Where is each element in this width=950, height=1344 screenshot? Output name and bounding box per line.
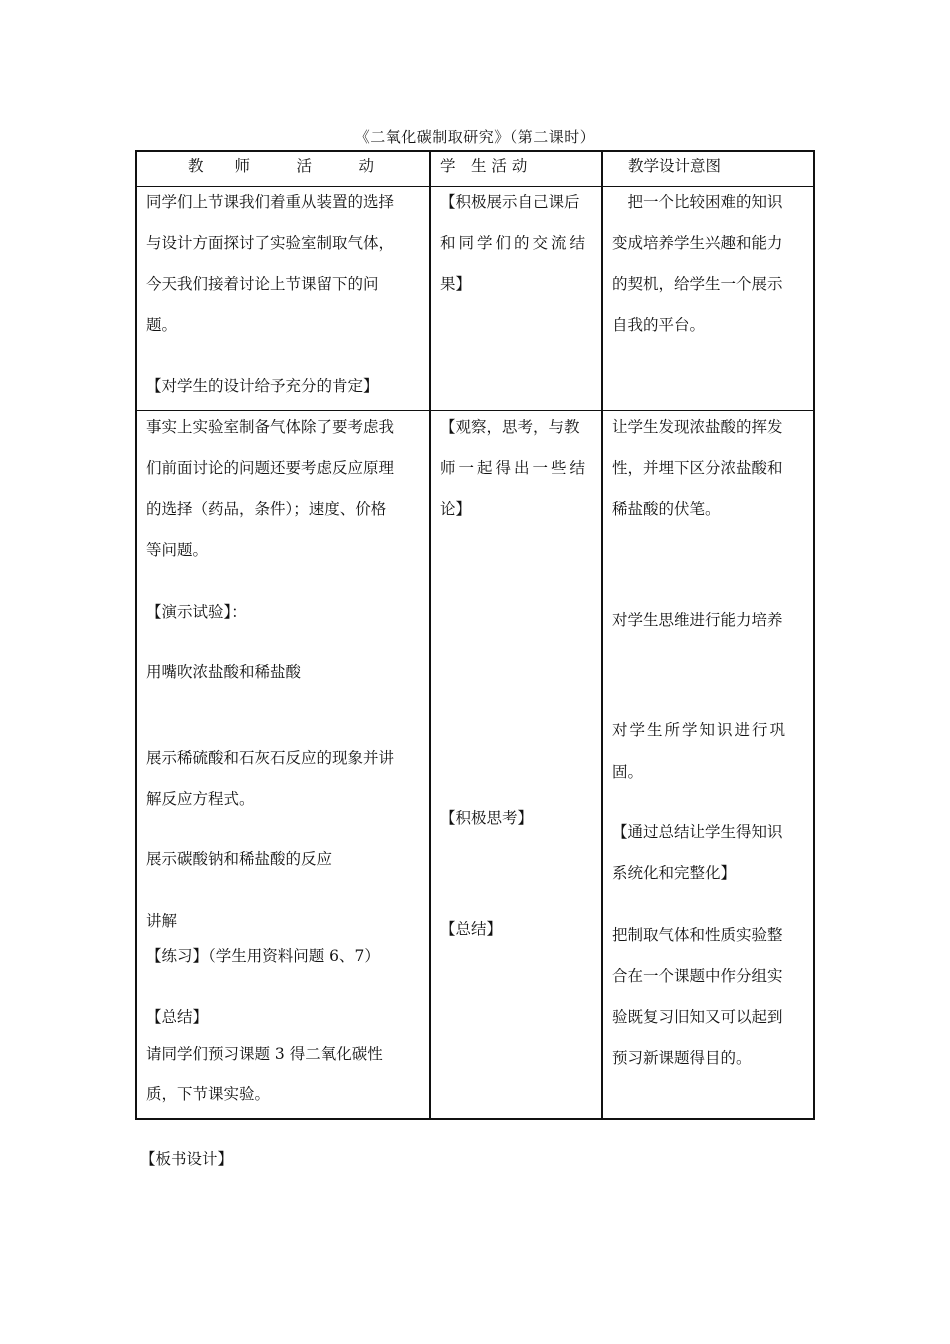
row1-student-line: 果】 xyxy=(440,275,472,293)
row2-teacher-line: 讲解 xyxy=(146,912,178,930)
table-border-right xyxy=(813,150,815,1120)
row2-teacher-line: 【练习】（学生用资料问题 6、7） xyxy=(146,947,380,965)
table-border-left xyxy=(135,150,137,1120)
row1-teacher-line: 【对学生的设计给予充分的肯定】 xyxy=(146,377,379,395)
table-column-divider-1 xyxy=(429,150,431,1120)
row2-intent-line: 把制取气体和性质实验整 xyxy=(612,926,783,944)
row2-student-line: 【积极思考】 xyxy=(440,809,534,827)
header-student-activity: 学 生 活 动 xyxy=(440,157,528,175)
row1-intent-line: 变成培养学生兴趣和能力 xyxy=(612,234,783,252)
row2-intent-line: 合在一个课题中作分组实 xyxy=(612,967,783,985)
row2-intent-line: 对学生所学知识进行巩 xyxy=(612,721,788,739)
row2-student-line: 师一起得出一些结 xyxy=(440,459,589,477)
row2-intent-line: 预习新课题得目的。 xyxy=(612,1049,752,1067)
row2-teacher-line: 【总结】 xyxy=(146,1008,209,1026)
table-header-divider xyxy=(135,186,815,187)
table-border-top xyxy=(135,150,815,152)
row2-teacher-line: 【演示试验】： xyxy=(146,603,247,621)
row2-teacher-line: 展示稀硫酸和石灰石反应的现象并讲 xyxy=(146,749,395,767)
row2-teacher-line: 质，下节课实验。 xyxy=(146,1085,271,1103)
row2-teacher-line: 展示碳酸钠和稀盐酸的反应 xyxy=(146,850,333,868)
row1-student-line: 和同学们的交流结 xyxy=(440,234,589,252)
row1-teacher-line: 题。 xyxy=(146,316,178,334)
header-teacher-activity: 教 师 活 动 xyxy=(188,157,375,175)
row1-teacher-line: 同学们上节课我们着重从装置的选择 xyxy=(146,193,395,211)
row2-intent-line: 【通过总结让学生得知识 xyxy=(612,823,783,841)
row1-teacher-line: 今天我们接着讨论上节课留下的问 xyxy=(146,275,379,293)
document-title: 《二氧化碳制取研究》（第二课时） xyxy=(354,128,596,146)
row1-intent-line: 的契机，给学生一个展示 xyxy=(612,275,783,293)
row1-teacher-line: 与设计方面探讨了实验室制取气体， xyxy=(146,234,395,252)
row2-student-line: 论】 xyxy=(440,500,472,518)
row2-teacher-line: 等问题。 xyxy=(146,541,209,559)
row2-teacher-line: 事实上实验室制备气体除了要考虑我 xyxy=(146,418,395,436)
row2-teacher-line: 用嘴吹浓盐酸和稀盐酸 xyxy=(146,663,302,681)
row2-teacher-line: 解反应方程式。 xyxy=(146,790,255,808)
row2-intent-line: 固。 xyxy=(612,763,644,781)
row2-student-line: 【总结】 xyxy=(440,920,503,938)
table-border-bottom xyxy=(135,1118,815,1120)
row2-intent-line: 验既复习旧知又可以起到 xyxy=(612,1008,783,1026)
row2-intent-line: 性，并埋下区分浓盐酸和 xyxy=(612,459,783,477)
row2-intent-line: 对学生思维进行能力培养 xyxy=(612,611,783,629)
row1-intent-line: 自我的平台。 xyxy=(612,316,706,334)
row1-student-line: 【积极展示自己课后 xyxy=(440,193,580,211)
row1-intent-line: 把一个比较困难的知识 xyxy=(612,193,783,211)
row2-teacher-line: 的选择（药品，条件）；速度、价格 xyxy=(146,500,387,518)
row2-teacher-line: 们前面讨论的问题还要考虑反应原理 xyxy=(146,459,395,477)
table-column-divider-2 xyxy=(601,150,603,1120)
row2-intent-line: 稀盐酸的伏笔。 xyxy=(612,500,721,518)
row2-intent-line: 系统化和完整化】 xyxy=(612,864,737,882)
row2-student-line: 【观察，思考，与教 xyxy=(440,418,580,436)
table-row-divider xyxy=(135,410,815,411)
row2-intent-line: 让学生发现浓盐酸的挥发 xyxy=(612,418,783,436)
blackboard-design-heading: 【板书设计】 xyxy=(140,1150,234,1168)
header-design-intent: 教学设计意图 xyxy=(628,157,722,175)
row2-teacher-line: 请同学们预习课题 3 得二氧化碳性 xyxy=(146,1045,383,1063)
